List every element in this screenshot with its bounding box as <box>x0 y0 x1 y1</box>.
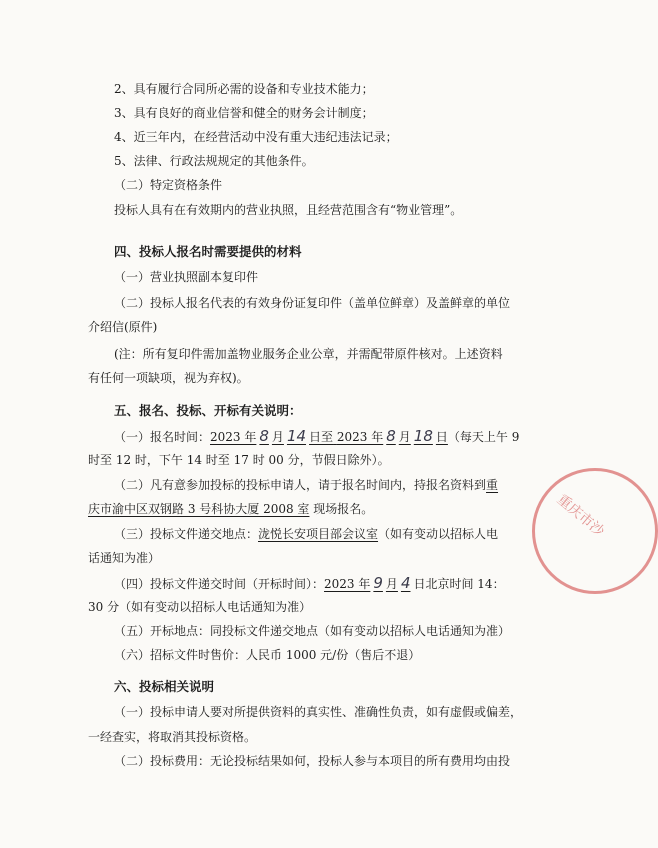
qual-item-5: 5、法律、行政法规规定的其他条件。 <box>114 154 314 168</box>
s5-submit-place-line2: 话通知为准） <box>88 551 161 565</box>
s5-submit-time-line2: 30 分（如有变动以招标人电话通知为准） <box>88 600 312 614</box>
s5-submit-place-line1: （三）投标文件递交地点：泷悦长安项目部会议室（如有变动以招标人电 <box>114 527 499 541</box>
special-qual-title: （二）特定资格条件 <box>114 178 223 192</box>
qual-item-3: 3、具有良好的商业信誉和健全的财务会计制度； <box>114 106 374 120</box>
s5-t1-label: （一）报名时间： <box>114 430 211 444</box>
qual-item-4: 4、近三年内，在经营活动中没有重大违纪违法记录； <box>114 130 398 144</box>
s4-note-line2: 有任何一项缺项，视为弃权)。 <box>88 371 249 385</box>
s6-item-2-line1: （二）投标费用：无论投标结果如何，投标人参与本项目的所有费用均由投 <box>114 754 511 768</box>
s5-registration-place-line2: 庆市渝中区双钢路 3 号科协大厦 2008 室 现场报名。 <box>88 502 374 516</box>
s6-item-1-line1: （一）投标申请人要对所提供资料的真实性、准确性负责，如有虚假或偏差， <box>114 705 523 719</box>
section-5-heading: 五、报名、投标、开标有关说明： <box>114 403 302 418</box>
special-qual-text: 投标人具有在有效期内的营业执照，且经营范围含有“物业管理”。 <box>114 203 463 217</box>
qual-item-2: 2、具有履行合同所必需的设备和专业技术能力； <box>114 82 374 96</box>
company-seal-stamp <box>532 468 658 594</box>
s5-submit-date: 2023 年 9 月 4 <box>324 574 411 592</box>
s4-item-2-line1: （二）投标人报名代表的有效身份证复印件（盖单位鲜章）及盖鲜章的单位 <box>114 296 511 310</box>
s5-submit-time-line1: （四）投标文件递交时间（开标时间）：2023 年 9 月 4 日北京时间 14： <box>114 574 505 592</box>
section-4-heading: 四、投标人报名时需要提供的材料 <box>114 244 302 259</box>
s5-t1-start-date: 2023 年 8 月 14 日至 2023 年 8 月 18 日 <box>210 427 448 445</box>
s5-opening-place: （五）开标地点：同投标文件递交地点（如有变动以招标人电话通知为准） <box>114 624 511 638</box>
s4-item-1: （一）营业执照副本复印件 <box>114 270 259 284</box>
section-6-heading: 六、投标相关说明 <box>114 679 215 694</box>
s5-submit-place: 泷悦长安项目部会议室 <box>258 527 379 541</box>
s5-t1-tail: （每天上午 9 <box>447 430 520 444</box>
s5-registration-place-line1: （二）凡有意参加投标的投标申请人，请于报名时间内，持报名资料到重 <box>114 478 499 492</box>
s4-note-line1: (注：所有复印件需加盖物业服务企业公章，并需配带原件核对。上述资料 <box>114 347 503 361</box>
s5-registration-time-line1 <box>114 427 519 446</box>
s4-item-2-line2: 介绍信(原件) <box>88 320 158 334</box>
s6-item-1-line2: 一经查实，将取消其投标资格。 <box>88 730 257 744</box>
stamp-text: 重庆市沙 <box>553 491 607 540</box>
s5-registration-address: 庆市渝中区双钢路 3 号科协大厦 2008 室 <box>88 502 310 516</box>
s5-document-price: （六）招标文件时售价：人民币 1000 元/份（售后不退） <box>114 648 421 662</box>
s5-registration-time-line2: 时至 12 时，下午 14 时至 17 时 00 分，节假日除外）。 <box>88 453 390 467</box>
